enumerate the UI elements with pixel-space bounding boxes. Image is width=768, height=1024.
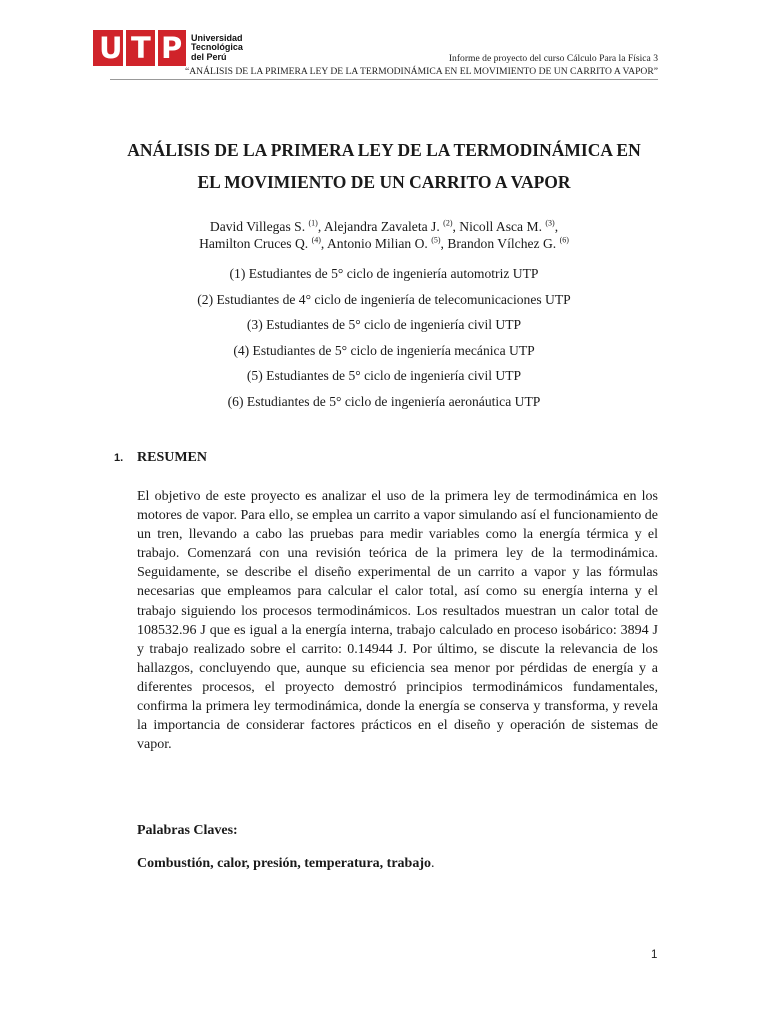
logo-letter-p: P (161, 31, 183, 65)
running-header-course: Informe de proyecto del curso Cálculo Para la Física 3 (448, 53, 658, 64)
author-name: Antonio Milian O. (326, 236, 428, 251)
keywords-label: Palabras Claves: (137, 823, 238, 838)
section-number: 1. (114, 452, 124, 464)
affiliation: (6) Estudiantes de 5° ciclo de ingeniería aeronáutica UTP (227, 394, 541, 409)
author-separator: , (320, 236, 327, 251)
author-ref: (2) (443, 218, 453, 228)
paper-title-line-1: ANÁLISIS DE LA PRIMERA LEY DE LA TERMODINÁMICA EN (127, 140, 641, 160)
logo-divider (123, 30, 126, 66)
paper-title-line-2: EL MOVIMIENTO DE UN CARRITO A VAPOR (197, 172, 571, 192)
keywords-period: . (431, 856, 435, 871)
author-name: Alejandra Zavaleta J. (323, 219, 440, 234)
author-separator: , (452, 219, 460, 234)
affiliation: (2) Estudiantes de 4° ciclo de ingeniería de telecomunicaciones UTP (197, 292, 571, 307)
logo-divider (155, 30, 158, 66)
author-ref: (3) (545, 218, 555, 228)
author-ref: (1) (308, 218, 318, 228)
author-separator: , (554, 219, 559, 234)
logo-letter-u: U (99, 31, 123, 65)
logo-text-line: Universidad (191, 32, 243, 43)
affiliation: (5) Estudiantes de 5° ciclo de ingeniería civil UTP (246, 368, 522, 383)
page-number: 1 (651, 949, 658, 961)
author-separator: , (440, 236, 448, 251)
author-name: Hamilton Cruces Q. (199, 236, 309, 251)
keywords-terms: Combustión, calor, presión, temperatura, trabajo (137, 856, 431, 871)
author-ref: (6) (559, 235, 569, 245)
keywords-list (137, 856, 435, 872)
affiliation: (4) Estudiantes de 5° ciclo de ingeniería mecánica UTP (233, 343, 535, 358)
abstract-paragraph: El objetivo de este proyecto es analizar el uso de la primera ley de termodinámica en los motores de vapor. Para ello, se emplea un carrito a vapor simulando así el funcionamiento de un tren, llevando a cabo las pruebas para medir variables como la energía térmica y el trabajo. Comenzará con una revisión teórica de la primera ley de la termodinámica. Seguidamente, se describe el diseño experimental de un carrito a vapor y las fórmulas necesarias que empleamos para calcular el calor total, así como su energía interna y el trabajo siguiendo los procesos termodinámicos. Los resultados muestran un calor total de 108532.96 J que es igual a la energía interna, trabajo calculado en proceso isobárico: 3894 J y trabajo realizado sobre el carrito: 0.14944 J. Por último, se discute la relevancia de los hallazgos, concluyendo que, aunque su eficiencia sea menor por pérdidas de energía y a diferentes procesos, el proyecto demostró principios termodinámicos fundamentales, confirma la primera ley termodinámica, donde la energía se conserva y transforma, y revela la importancia de considerar factores prácticos en el diseño y operación de sistemas de vapor. (137, 489, 658, 753)
author-name: Nicoll Asca M. (459, 219, 542, 234)
logo-letter-t: T (131, 31, 151, 65)
author-ref: (4) (311, 235, 321, 245)
author-name: Brandon Vílchez G. (447, 236, 557, 251)
author-name: David Villegas S. (209, 219, 306, 234)
author-ref: (5) (431, 235, 441, 245)
header-rule (110, 79, 658, 80)
affiliation: (3) Estudiantes de 5° ciclo de ingeniería civil UTP (246, 317, 522, 332)
affiliation: (1) Estudiantes de 5° ciclo de ingeniería automotriz UTP (229, 266, 539, 281)
utp-logo-mark (93, 30, 186, 66)
logo-wordmark (191, 34, 243, 63)
author-separator: , (317, 219, 324, 234)
section-title: RESUMEN (137, 450, 208, 465)
utp-logo (93, 30, 243, 66)
author-line-2 (0, 235, 768, 252)
running-header-title: “ANÁLISIS DE LA PRIMERA LEY DE LA TERMODINÁMICA EN EL MOVIMIENTO DE UN CARRITO A VAPOR” (184, 66, 658, 77)
author-line-1 (0, 218, 768, 235)
section-heading-resumen (114, 450, 207, 466)
logo-text-line: del Perú (191, 51, 227, 62)
logo-text-line: Tecnológica (191, 42, 243, 53)
